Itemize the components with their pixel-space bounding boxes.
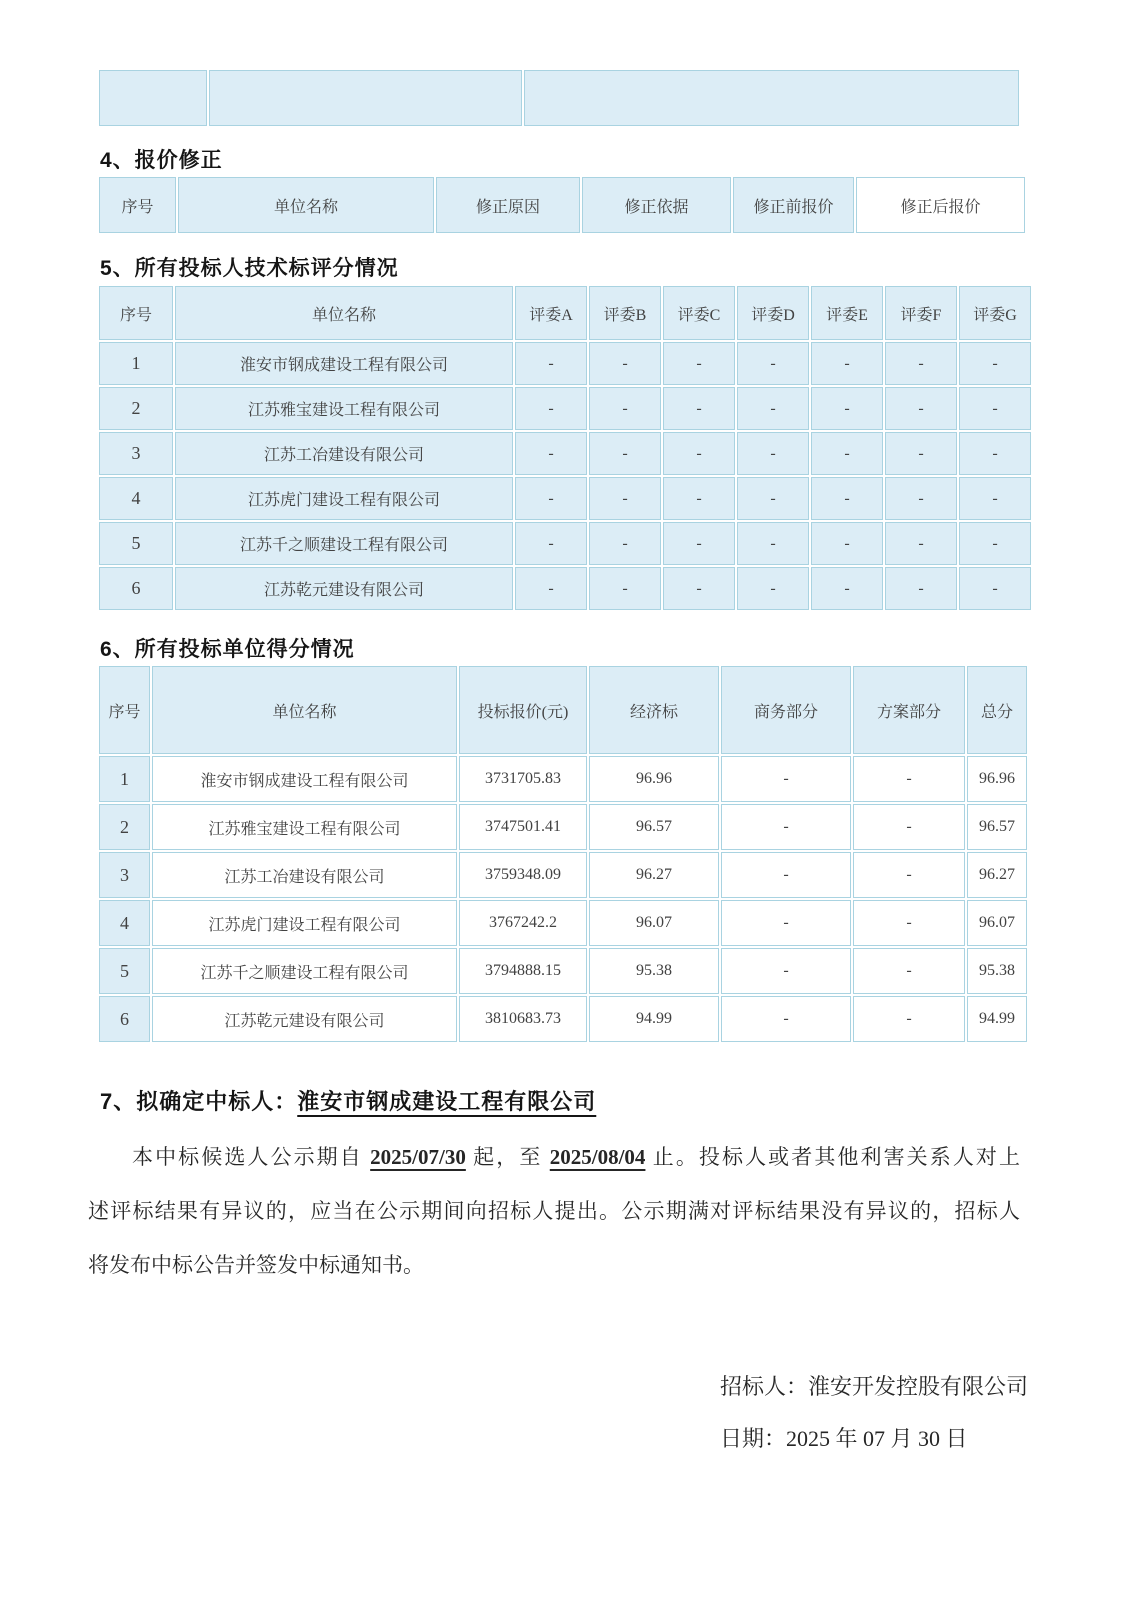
judge-score: - <box>737 477 809 520</box>
column-header: 单位名称 <box>178 177 434 233</box>
judge-score: - <box>885 342 957 385</box>
judge-score: - <box>811 432 883 475</box>
row-number: 3 <box>99 432 173 475</box>
bid-price: 3747501.41 <box>459 804 587 850</box>
row-number: 6 <box>99 996 150 1042</box>
total-score: 96.96 <box>967 756 1027 802</box>
column-header: 单位名称 <box>175 286 513 340</box>
table-header-row <box>99 177 1025 233</box>
judge-score: - <box>959 477 1031 520</box>
empty-cell <box>209 70 522 126</box>
judge-score: - <box>737 342 809 385</box>
judge-score: - <box>811 342 883 385</box>
economic-score: 96.96 <box>589 756 719 802</box>
proposal-score: - <box>853 948 965 994</box>
paragraph-text: 本中标候选人公示期自 <box>132 1145 371 1169</box>
section7-heading <box>100 1085 596 1116</box>
economic-score: 96.27 <box>589 852 719 898</box>
economic-score: 96.07 <box>589 900 719 946</box>
winner-company-name: 淮安市钢成建设工程有限公司 <box>297 1089 597 1114</box>
column-header: 评委G <box>959 286 1031 340</box>
table-row <box>99 70 1019 126</box>
table-row <box>99 852 1027 898</box>
judge-score: - <box>885 522 957 565</box>
table-row <box>99 567 1031 610</box>
column-header: 总分 <box>967 666 1027 754</box>
bid-price: 3731705.83 <box>459 756 587 802</box>
tenderer-signature: 招标人：淮安开发控股有限公司 <box>720 1374 1029 1399</box>
business-score: - <box>721 852 851 898</box>
previous-section-table-fragment <box>97 68 1021 128</box>
judge-score: - <box>515 567 587 610</box>
section5-heading: 5、所有投标人技术标评分情况 <box>100 257 399 280</box>
empty-cell <box>99 70 207 126</box>
column-header: 单位名称 <box>152 666 457 754</box>
total-score-table <box>97 664 1029 1044</box>
table-row <box>99 522 1031 565</box>
bid-price: 3767242.2 <box>459 900 587 946</box>
column-header: 评委A <box>515 286 587 340</box>
judge-score: - <box>663 567 735 610</box>
judge-score: - <box>589 387 661 430</box>
publicity-paragraph <box>88 1130 1020 1292</box>
judge-score: - <box>885 477 957 520</box>
company-name: 江苏工冶建设有限公司 <box>175 432 513 475</box>
judge-score: - <box>811 567 883 610</box>
judge-score: - <box>885 567 957 610</box>
row-number: 1 <box>99 756 150 802</box>
judge-score: - <box>663 432 735 475</box>
judge-score: - <box>515 342 587 385</box>
proposal-score: - <box>853 852 965 898</box>
column-header: 序号 <box>99 666 150 754</box>
column-header: 评委D <box>737 286 809 340</box>
company-name: 江苏千之顺建设工程有限公司 <box>175 522 513 565</box>
row-number: 2 <box>99 804 150 850</box>
company-name: 江苏千之顺建设工程有限公司 <box>152 948 457 994</box>
paragraph-text: 将发布中标公告并签发中标通知书。 <box>88 1253 424 1277</box>
bid-price: 3759348.09 <box>459 852 587 898</box>
section6-heading: 6、所有投标单位得分情况 <box>100 638 355 661</box>
judge-score: - <box>663 387 735 430</box>
judge-score: - <box>737 522 809 565</box>
judge-score: - <box>589 477 661 520</box>
column-header: 商务部分 <box>721 666 851 754</box>
row-number: 4 <box>99 477 173 520</box>
column-header: 修正依据 <box>582 177 731 233</box>
judge-score: - <box>663 477 735 520</box>
row-number: 2 <box>99 387 173 430</box>
economic-score: 96.57 <box>589 804 719 850</box>
row-number: 5 <box>99 948 150 994</box>
judge-score: - <box>959 342 1031 385</box>
total-score: 96.27 <box>967 852 1027 898</box>
judge-score: - <box>811 387 883 430</box>
paragraph-line <box>88 1130 1020 1184</box>
judge-score: - <box>589 567 661 610</box>
company-name: 淮安市钢成建设工程有限公司 <box>152 756 457 802</box>
technical-score-table <box>97 284 1033 612</box>
judge-score: - <box>959 522 1031 565</box>
company-name: 江苏雅宝建设工程有限公司 <box>175 387 513 430</box>
column-header: 评委E <box>811 286 883 340</box>
table-row <box>99 804 1027 850</box>
table-row <box>99 432 1031 475</box>
paragraph-text: 述评标结果有异议的，应当在公示期间向招标人提出。公示期满对评标结果没有异议的，招标人 <box>88 1199 1020 1223</box>
publicity-end-date: 2025/08/04 <box>549 1145 646 1169</box>
paragraph-line <box>88 1184 1020 1238</box>
row-number: 5 <box>99 522 173 565</box>
judge-score: - <box>515 522 587 565</box>
total-score: 96.07 <box>967 900 1027 946</box>
judge-score: - <box>663 522 735 565</box>
column-header: 修正前报价 <box>733 177 854 233</box>
row-number: 3 <box>99 852 150 898</box>
proposal-score: - <box>853 804 965 850</box>
row-number: 6 <box>99 567 173 610</box>
judge-score: - <box>663 342 735 385</box>
paragraph-text: 起，至 <box>465 1145 550 1169</box>
economic-score: 95.38 <box>589 948 719 994</box>
judge-score: - <box>737 432 809 475</box>
judge-score: - <box>885 432 957 475</box>
paragraph-line <box>88 1238 1020 1292</box>
column-header: 修正后报价 <box>856 177 1025 233</box>
business-score: - <box>721 804 851 850</box>
judge-score: - <box>959 567 1031 610</box>
business-score: - <box>721 900 851 946</box>
total-score: 94.99 <box>967 996 1027 1042</box>
table-header-row <box>99 666 1027 754</box>
column-header: 序号 <box>99 177 176 233</box>
proposal-score: - <box>853 996 965 1042</box>
column-header: 修正原因 <box>436 177 580 233</box>
row-number: 1 <box>99 342 173 385</box>
business-score: - <box>721 996 851 1042</box>
company-name: 江苏虎门建设工程有限公司 <box>152 900 457 946</box>
price-correction-table <box>97 175 1027 235</box>
table-row <box>99 996 1027 1042</box>
total-score: 95.38 <box>967 948 1027 994</box>
judge-score: - <box>811 477 883 520</box>
table-header-row <box>99 286 1031 340</box>
judge-score: - <box>515 387 587 430</box>
section7-label: 7、拟确定中标人： <box>100 1089 298 1114</box>
publicity-start-date: 2025/07/30 <box>370 1145 466 1169</box>
company-name: 江苏雅宝建设工程有限公司 <box>152 804 457 850</box>
proposal-score: - <box>853 900 965 946</box>
column-header: 评委B <box>589 286 661 340</box>
business-score: - <box>721 756 851 802</box>
proposal-score: - <box>853 756 965 802</box>
table-row <box>99 948 1027 994</box>
row-number: 4 <box>99 900 150 946</box>
section4-heading: 4、报价修正 <box>100 149 223 172</box>
judge-score: - <box>515 432 587 475</box>
economic-score: 94.99 <box>589 996 719 1042</box>
judge-score: - <box>589 522 661 565</box>
table-row <box>99 477 1031 520</box>
business-score: - <box>721 948 851 994</box>
bid-price: 3810683.73 <box>459 996 587 1042</box>
judge-score: - <box>589 342 661 385</box>
company-name: 江苏乾元建设有限公司 <box>175 567 513 610</box>
paragraph-text: 止。投标人或者其他利害关系人对上 <box>645 1145 1021 1169</box>
column-header: 序号 <box>99 286 173 340</box>
judge-score: - <box>885 387 957 430</box>
column-header: 方案部分 <box>853 666 965 754</box>
company-name: 江苏工冶建设有限公司 <box>152 852 457 898</box>
column-header: 评委C <box>663 286 735 340</box>
table-row <box>99 756 1027 802</box>
judge-score: - <box>737 387 809 430</box>
company-name: 江苏乾元建设有限公司 <box>152 996 457 1042</box>
table-row <box>99 387 1031 430</box>
judge-score: - <box>959 387 1031 430</box>
judge-score: - <box>589 432 661 475</box>
empty-cell <box>524 70 1019 126</box>
column-header: 经济标 <box>589 666 719 754</box>
company-name: 淮安市钢成建设工程有限公司 <box>175 342 513 385</box>
total-score: 96.57 <box>967 804 1027 850</box>
judge-score: - <box>737 567 809 610</box>
company-name: 江苏虎门建设工程有限公司 <box>175 477 513 520</box>
signature-date: 日期：2025 年 07 月 30 日 <box>720 1426 968 1451</box>
judge-score: - <box>515 477 587 520</box>
column-header: 投标报价(元) <box>459 666 587 754</box>
table-row <box>99 342 1031 385</box>
judge-score: - <box>811 522 883 565</box>
table-row <box>99 900 1027 946</box>
column-header: 评委F <box>885 286 957 340</box>
bid-price: 3794888.15 <box>459 948 587 994</box>
judge-score: - <box>959 432 1031 475</box>
